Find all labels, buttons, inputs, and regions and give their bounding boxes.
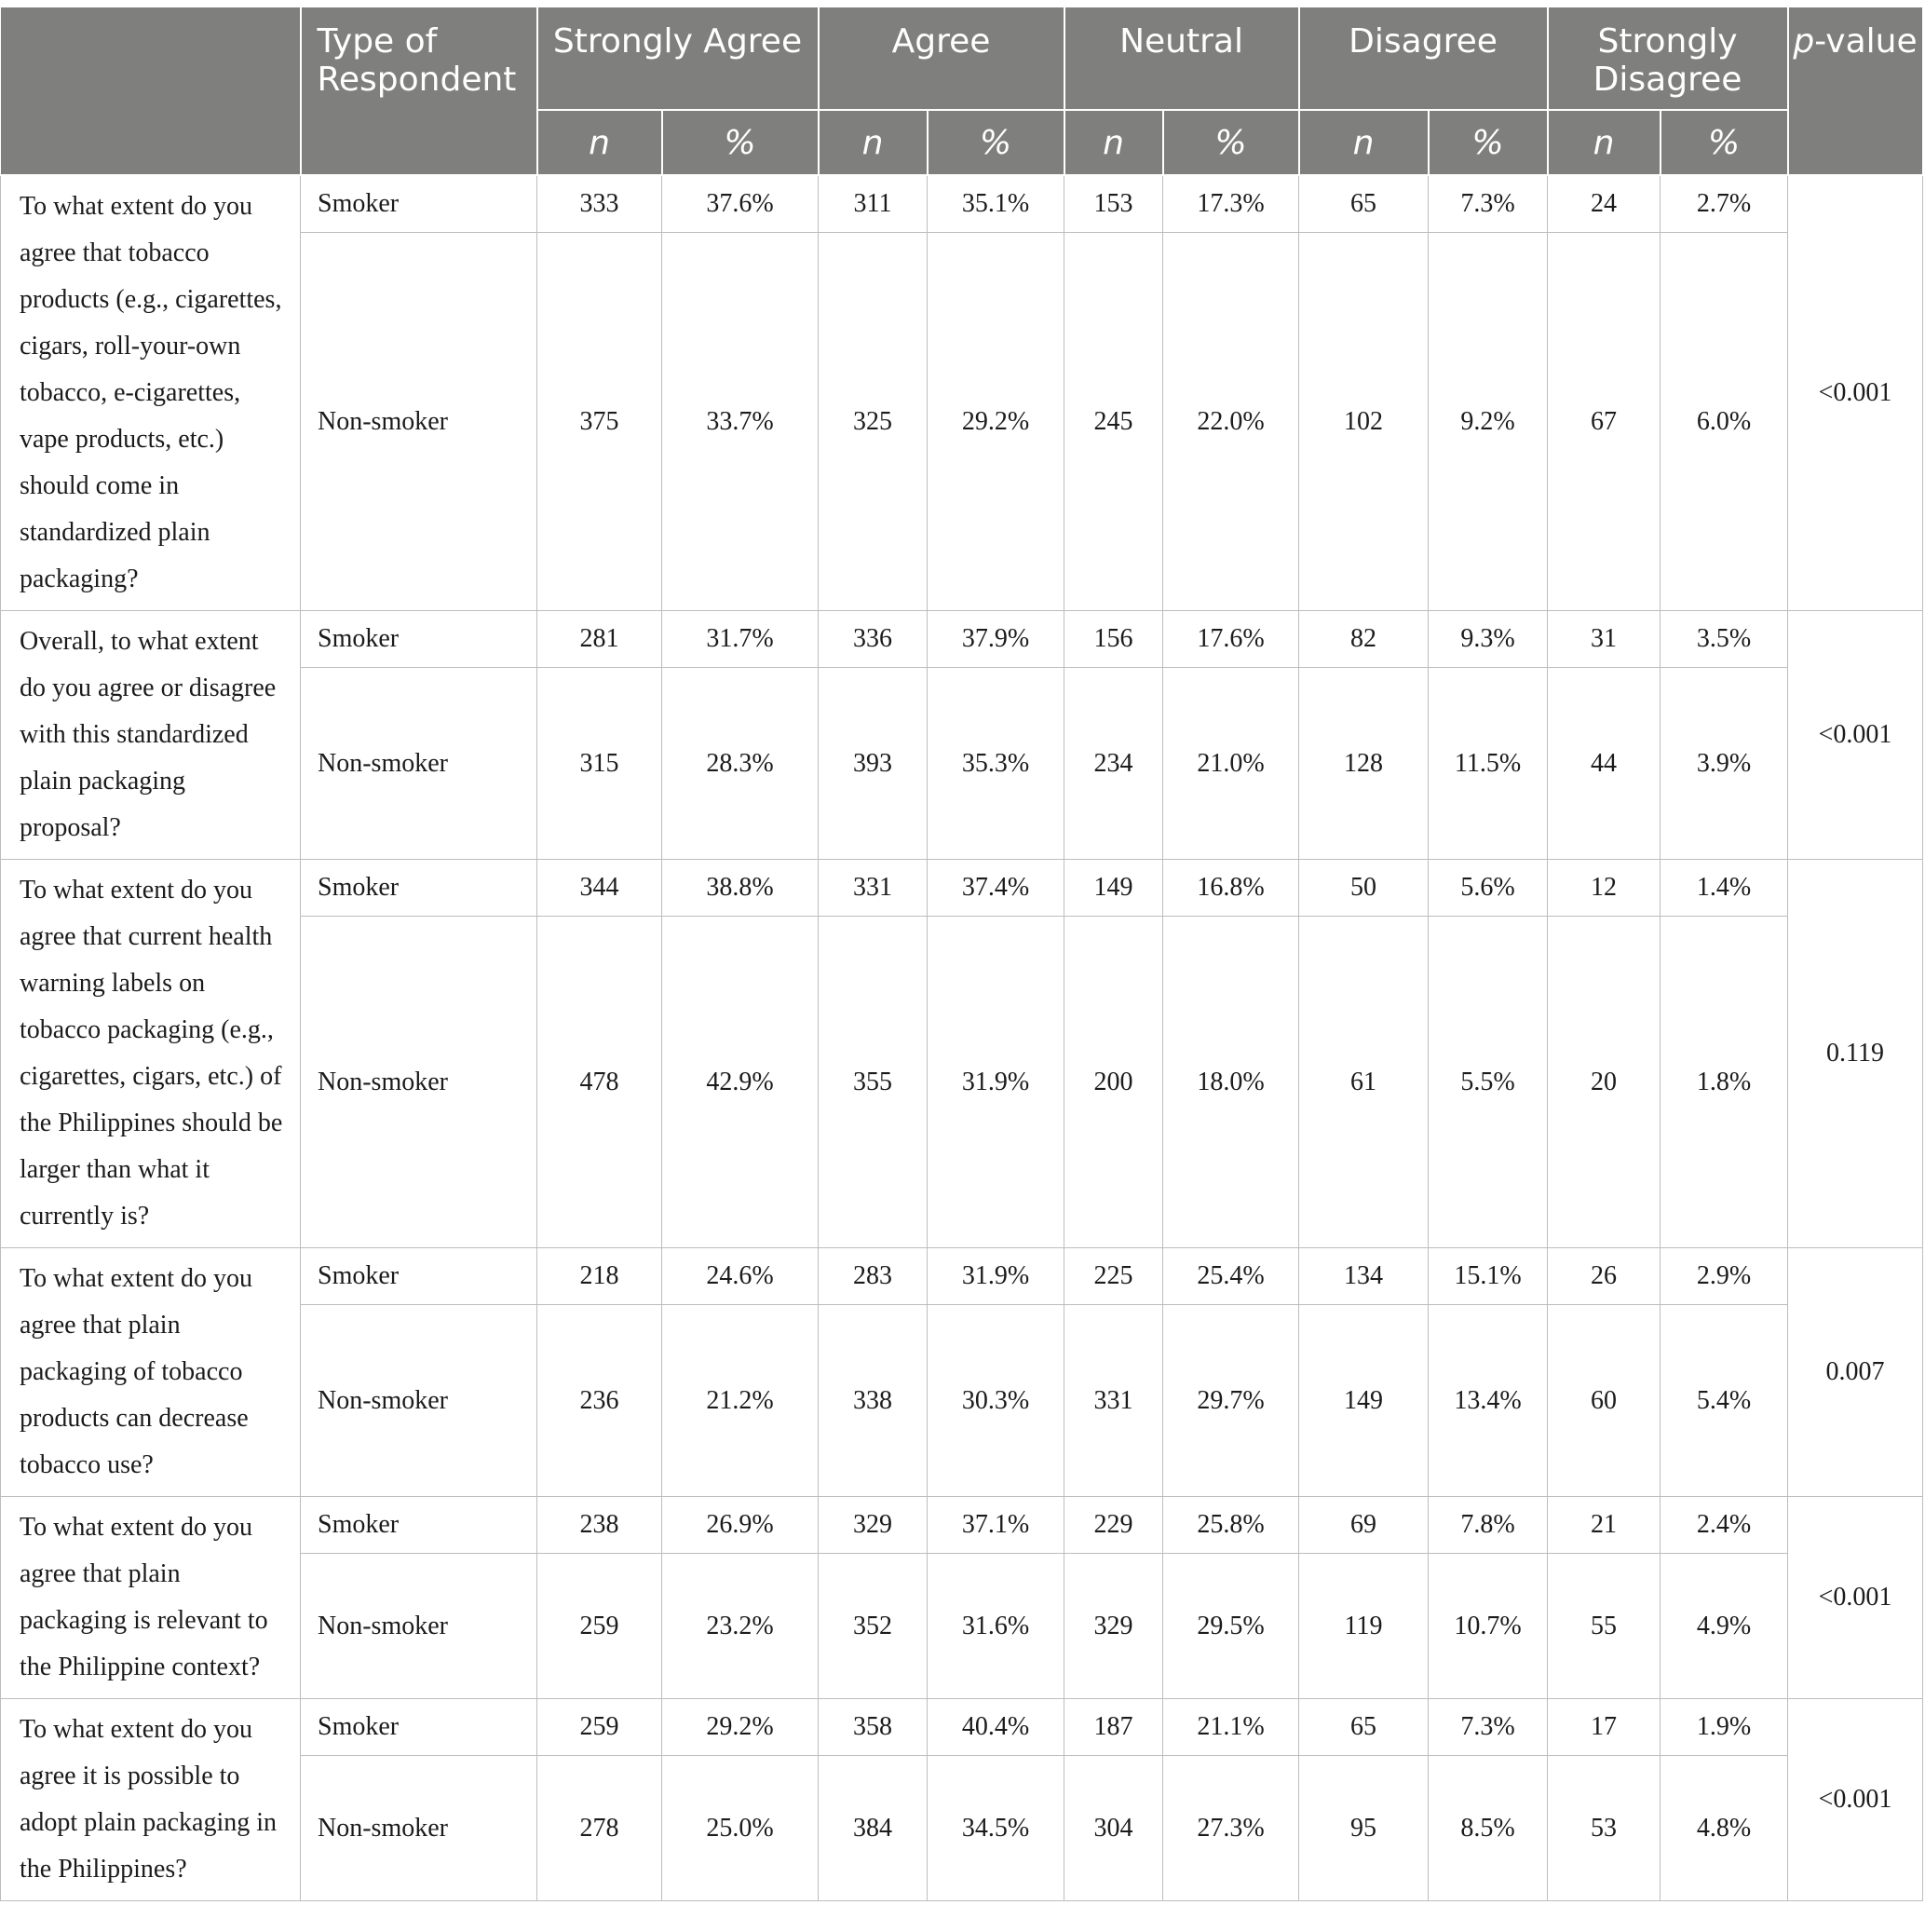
data-cell: 331: [819, 860, 928, 917]
question-cell: To what extent do you agree that plain packaging is relevant to the Philippine context?: [1, 1497, 301, 1699]
data-cell: 218: [537, 1248, 662, 1305]
question-cell: To what extent do you agree it is possible to adopt plain packaging in the Philippines?: [1, 1699, 301, 1901]
data-cell: 95: [1299, 1756, 1429, 1901]
table-row: [1, 1497, 1923, 1554]
data-cell: 329: [819, 1497, 928, 1554]
data-cell: 128: [1299, 668, 1429, 860]
data-cell: 9.2%: [1429, 233, 1548, 611]
data-cell: 69: [1299, 1497, 1429, 1554]
data-cell: 82: [1299, 611, 1429, 668]
data-cell: 21.1%: [1163, 1699, 1299, 1756]
data-cell: 325: [819, 233, 928, 611]
data-cell: 259: [537, 1554, 662, 1699]
data-cell: 38.8%: [662, 860, 819, 917]
question-cell: To what extent do you agree that plain packaging of tobacco products can decrease tobacco use?: [1, 1248, 301, 1497]
respondent-type-cell: Non-smoker: [301, 917, 537, 1248]
data-cell: 29.5%: [1163, 1554, 1299, 1699]
data-cell: 8.5%: [1429, 1756, 1548, 1901]
data-cell: 24: [1548, 175, 1661, 233]
data-cell: 102: [1299, 233, 1429, 611]
data-cell: 67: [1548, 233, 1661, 611]
data-cell: 27.3%: [1163, 1756, 1299, 1901]
data-cell: 7.3%: [1429, 175, 1548, 233]
strongly-disagree-header: Strongly Disagree: [1548, 7, 1788, 110]
data-cell: 31.6%: [928, 1554, 1064, 1699]
table-row: [1, 1248, 1923, 1305]
data-cell: 24.6%: [662, 1248, 819, 1305]
data-cell: 23.2%: [662, 1554, 819, 1699]
data-cell: 338: [819, 1305, 928, 1497]
data-cell: 53: [1548, 1756, 1661, 1901]
data-cell: 16.8%: [1163, 860, 1299, 917]
data-cell: 42.9%: [662, 917, 819, 1248]
data-cell: 156: [1064, 611, 1163, 668]
p-value-header: [1788, 7, 1923, 175]
data-cell: 234: [1064, 668, 1163, 860]
respondent-type-cell: Smoker: [301, 1248, 537, 1305]
data-cell: 40.4%: [928, 1699, 1064, 1756]
data-cell: 4.9%: [1661, 1554, 1788, 1699]
data-cell: 21.0%: [1163, 668, 1299, 860]
data-cell: 225: [1064, 1248, 1163, 1305]
data-cell: 9.3%: [1429, 611, 1548, 668]
data-cell: 134: [1299, 1248, 1429, 1305]
data-cell: 245: [1064, 233, 1163, 611]
table-row: [1, 611, 1923, 668]
data-cell: 281: [537, 611, 662, 668]
data-cell: 31.7%: [662, 611, 819, 668]
data-cell: 393: [819, 668, 928, 860]
data-cell: 37.9%: [928, 611, 1064, 668]
agree-n-header: n: [819, 110, 928, 175]
data-cell: 5.4%: [1661, 1305, 1788, 1497]
data-cell: 1.4%: [1661, 860, 1788, 917]
data-cell: 31.9%: [928, 1248, 1064, 1305]
agree-percent-header: %: [928, 110, 1064, 175]
neutral-percent-header: %: [1163, 110, 1299, 175]
data-cell: 15.1%: [1429, 1248, 1548, 1305]
strongly-disagree-percent-header: %: [1661, 110, 1788, 175]
data-cell: 352: [819, 1554, 928, 1699]
data-cell: 384: [819, 1756, 928, 1901]
strongly-disagree-n-header: n: [1548, 110, 1661, 175]
data-cell: 7.3%: [1429, 1699, 1548, 1756]
table-row: [1, 1699, 1923, 1756]
data-cell: 12: [1548, 860, 1661, 917]
disagree-percent-header: %: [1429, 110, 1548, 175]
p-value-italic: p: [1793, 22, 1815, 61]
respondent-type-cell: Non-smoker: [301, 1756, 537, 1901]
data-cell: 61: [1299, 917, 1429, 1248]
data-cell: 278: [537, 1756, 662, 1901]
neutral-header: Neutral: [1064, 7, 1299, 110]
data-cell: 315: [537, 668, 662, 860]
data-cell: 29.2%: [928, 233, 1064, 611]
data-cell: 29.7%: [1163, 1305, 1299, 1497]
data-cell: 11.5%: [1429, 668, 1548, 860]
data-cell: 25.4%: [1163, 1248, 1299, 1305]
data-cell: 10.7%: [1429, 1554, 1548, 1699]
data-cell: 65: [1299, 1699, 1429, 1756]
data-cell: 29.2%: [662, 1699, 819, 1756]
respondent-type-cell: Smoker: [301, 1497, 537, 1554]
p-value-cell: <0.001: [1788, 611, 1923, 860]
data-cell: 37.6%: [662, 175, 819, 233]
respondent-type-header: Type of Respondent: [301, 7, 537, 175]
data-cell: 28.3%: [662, 668, 819, 860]
question-cell: To what extent do you agree that current health warning labels on tobacco packaging (e.g., cigarettes, cigars, etc.) of the Philippines should be larger than what it currently is?: [1, 860, 301, 1248]
strongly-agree-n-header: n: [537, 110, 662, 175]
data-cell: 50: [1299, 860, 1429, 917]
data-cell: 2.9%: [1661, 1248, 1788, 1305]
data-cell: 21: [1548, 1497, 1661, 1554]
data-cell: 329: [1064, 1554, 1163, 1699]
question-cell: To what extent do you agree that tobacco products (e.g., cigarettes, cigars, roll-your-own tobacco, e-cigarettes, vape products, etc.) should come in standardized plain packaging?: [1, 175, 301, 611]
data-cell: 311: [819, 175, 928, 233]
data-cell: 37.1%: [928, 1497, 1064, 1554]
data-cell: 26.9%: [662, 1497, 819, 1554]
data-cell: 478: [537, 917, 662, 1248]
data-cell: 358: [819, 1699, 928, 1756]
data-cell: 355: [819, 917, 928, 1248]
data-cell: 20: [1548, 917, 1661, 1248]
data-cell: 65: [1299, 175, 1429, 233]
data-cell: 44: [1548, 668, 1661, 860]
disagree-n-header: n: [1299, 110, 1429, 175]
data-cell: 6.0%: [1661, 233, 1788, 611]
respondent-type-cell: Non-smoker: [301, 1305, 537, 1497]
strongly-agree-percent-header: %: [662, 110, 819, 175]
data-cell: 17.6%: [1163, 611, 1299, 668]
data-cell: 17.3%: [1163, 175, 1299, 233]
data-cell: 33.7%: [662, 233, 819, 611]
data-cell: 34.5%: [928, 1756, 1064, 1901]
disagree-header: Disagree: [1299, 7, 1548, 110]
neutral-n-header: n: [1064, 110, 1163, 175]
corner-header: [1, 7, 301, 175]
table-row: [1, 860, 1923, 917]
data-cell: 344: [537, 860, 662, 917]
data-cell: 2.7%: [1661, 175, 1788, 233]
data-cell: 4.8%: [1661, 1756, 1788, 1901]
data-cell: 22.0%: [1163, 233, 1299, 611]
data-cell: 18.0%: [1163, 917, 1299, 1248]
data-cell: 238: [537, 1497, 662, 1554]
data-cell: 26: [1548, 1248, 1661, 1305]
p-value-cell: 0.119: [1788, 860, 1923, 1248]
data-cell: 5.5%: [1429, 917, 1548, 1248]
respondent-type-cell: Non-smoker: [301, 668, 537, 860]
data-cell: 7.8%: [1429, 1497, 1548, 1554]
data-cell: 60: [1548, 1305, 1661, 1497]
respondent-type-cell: Non-smoker: [301, 1554, 537, 1699]
data-cell: 55: [1548, 1554, 1661, 1699]
strongly-agree-header: Strongly Agree: [537, 7, 819, 110]
data-cell: 304: [1064, 1756, 1163, 1901]
p-value-cell: <0.001: [1788, 175, 1923, 611]
data-cell: 1.8%: [1661, 917, 1788, 1248]
data-cell: 37.4%: [928, 860, 1064, 917]
p-value-cell: 0.007: [1788, 1248, 1923, 1497]
data-cell: 35.3%: [928, 668, 1064, 860]
p-value-cell: <0.001: [1788, 1497, 1923, 1699]
data-cell: 35.1%: [928, 175, 1064, 233]
data-cell: 3.9%: [1661, 668, 1788, 860]
data-cell: 31: [1548, 611, 1661, 668]
survey-table: [0, 7, 1924, 1901]
data-cell: 3.5%: [1661, 611, 1788, 668]
p-value-suffix: -value: [1814, 22, 1918, 61]
data-cell: 149: [1064, 860, 1163, 917]
data-cell: 2.4%: [1661, 1497, 1788, 1554]
data-cell: 283: [819, 1248, 928, 1305]
data-cell: 5.6%: [1429, 860, 1548, 917]
data-cell: 333: [537, 175, 662, 233]
data-cell: 25.8%: [1163, 1497, 1299, 1554]
data-cell: 31.9%: [928, 917, 1064, 1248]
data-cell: 30.3%: [928, 1305, 1064, 1497]
data-cell: 119: [1299, 1554, 1429, 1699]
data-cell: 259: [537, 1699, 662, 1756]
respondent-type-cell: Smoker: [301, 1699, 537, 1756]
table-row: [1, 175, 1923, 233]
agree-header: Agree: [819, 7, 1064, 110]
question-cell: Overall, to what extent do you agree or disagree with this standardized plain packaging proposal?: [1, 611, 301, 860]
data-cell: 1.9%: [1661, 1699, 1788, 1756]
data-cell: 200: [1064, 917, 1163, 1248]
data-cell: 13.4%: [1429, 1305, 1548, 1497]
respondent-type-cell: Smoker: [301, 860, 537, 917]
data-cell: 21.2%: [662, 1305, 819, 1497]
p-value-cell: <0.001: [1788, 1699, 1923, 1901]
data-cell: 153: [1064, 175, 1163, 233]
data-cell: 236: [537, 1305, 662, 1497]
respondent-type-cell: Smoker: [301, 175, 537, 233]
data-cell: 25.0%: [662, 1756, 819, 1901]
data-cell: 336: [819, 611, 928, 668]
data-cell: 375: [537, 233, 662, 611]
data-cell: 149: [1299, 1305, 1429, 1497]
data-cell: 331: [1064, 1305, 1163, 1497]
data-cell: 229: [1064, 1497, 1163, 1554]
respondent-type-cell: Non-smoker: [301, 233, 537, 611]
data-cell: 187: [1064, 1699, 1163, 1756]
respondent-type-cell: Smoker: [301, 611, 537, 668]
data-cell: 17: [1548, 1699, 1661, 1756]
